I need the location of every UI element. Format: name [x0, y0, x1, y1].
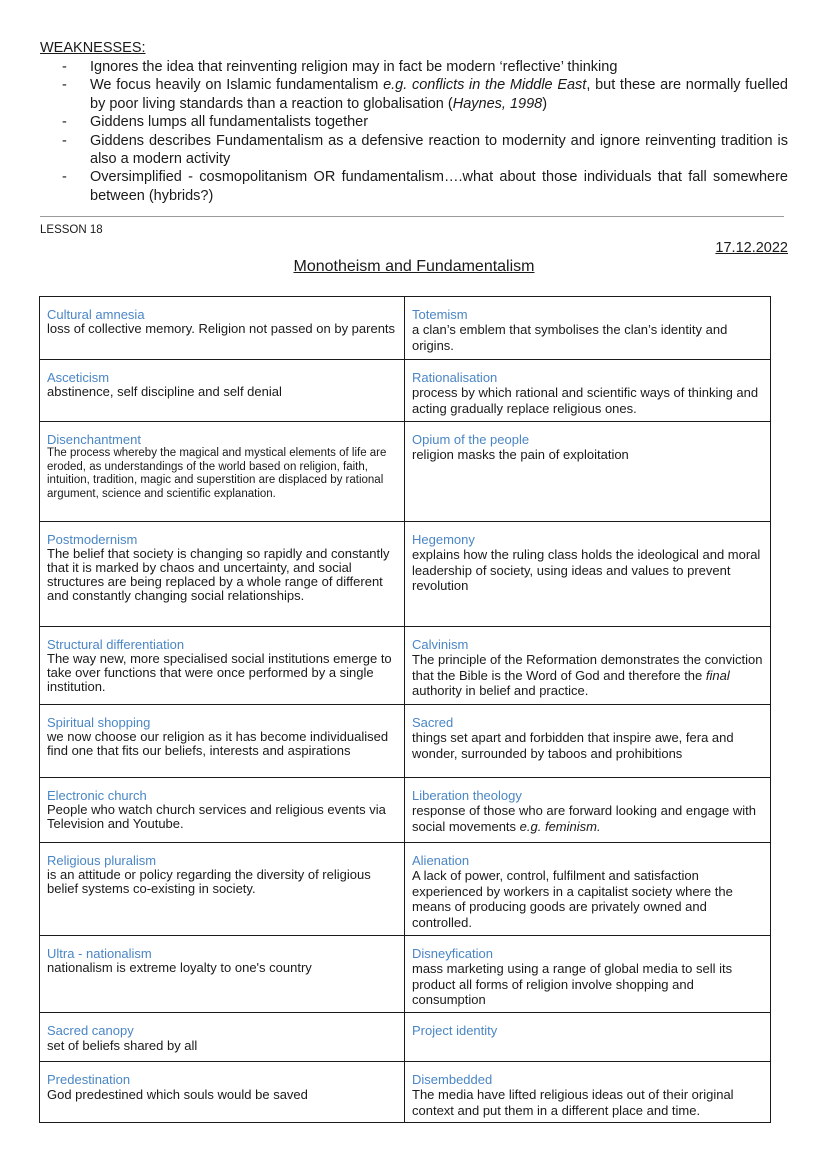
glossary-cell — [405, 778, 771, 843]
glossary-cell — [40, 936, 405, 1013]
term-definition: nationalism is extreme loyalty to one's country — [47, 960, 312, 975]
term-definition: God predestined which souls would be saved — [47, 1087, 308, 1102]
glossary-cell — [405, 705, 771, 778]
term-label: Predestination — [47, 1072, 131, 1087]
term-label: Disenchantment — [47, 432, 141, 447]
weakness-item: - Oversimplified - cosmopolitanism OR fundamentalism….what about those individuals that fall somewhere between (hybrids?) — [62, 168, 788, 205]
glossary-cell — [40, 627, 405, 705]
term-definition: religion masks the pain of exploitation — [412, 447, 629, 462]
weaknesses-list — [62, 58, 788, 205]
glossary-cell — [40, 778, 405, 843]
horizontal-divider — [40, 216, 784, 217]
term-label: Asceticism — [47, 370, 110, 385]
table-row — [40, 297, 771, 360]
table-row — [40, 936, 771, 1013]
glossary-cell — [405, 936, 771, 1013]
glossary-cell — [40, 705, 405, 778]
term-label: Structural differentiation — [47, 637, 185, 652]
table-row — [40, 843, 771, 936]
term-definition: explains how the ruling class holds the ideological and moral leadership of society, using ideas and values to prevent revolution — [412, 547, 761, 593]
term-definition: The principle of the Reformation demonstrates the conviction that the Bible is the Word of God and therefore the final authority in belief and practice. — [412, 652, 763, 698]
term-label: Disneyfication — [412, 946, 493, 961]
term-label: Postmodernism — [47, 532, 138, 547]
glossary-cell — [40, 843, 405, 936]
glossary-cell — [405, 843, 771, 936]
term-definition: response of those who are forward looking and engage with social movements e.g. feminism. — [412, 803, 756, 834]
term-label: Sacred — [412, 715, 454, 730]
term-label: Calvinism — [412, 637, 469, 652]
table-row — [40, 1062, 771, 1123]
glossary-cell — [405, 297, 771, 360]
term-label: Hegemony — [412, 532, 475, 547]
page-title: Monotheism and Fundamentalism — [293, 258, 535, 275]
glossary-cell — [40, 360, 405, 422]
term-label: Cultural amnesia — [47, 307, 145, 322]
table-row — [40, 705, 771, 778]
term-definition: abstinence, self discipline and self denial — [47, 384, 282, 399]
term-definition: The belief that society is changing so rapidly and constantly that it is marked by chaos and uncertainty, and social structures are being replaced by a whole range of different and constantly changing social relationships. — [47, 546, 390, 603]
term-definition: a clan’s emblem that symbolises the clan’s identity and origins. — [412, 322, 728, 353]
term-definition: The process whereby the magical and mystical elements of life are eroded, as understandings of the world based on religion, faith, intuition, tradition, magic and superstition are displaced by rational argument, science and scientific explanation. — [47, 447, 387, 500]
term-label: Totemism — [412, 307, 468, 322]
term-label: Electronic church — [47, 788, 147, 803]
glossary-cell — [405, 627, 771, 705]
term-definition: A lack of power, control, fulfilment and satisfaction experienced by workers in a capitalist society where the means of producing goods are privately owned and controlled. — [412, 868, 733, 930]
weakness-item: - Ignores the idea that reinventing religion may in fact be modern ‘reflective’ thinking — [62, 58, 788, 76]
term-label: Alienation — [412, 853, 470, 868]
glossary-cell — [405, 522, 771, 627]
table-row — [40, 627, 771, 705]
weakness-item: - We focus heavily on Islamic fundamentalism e.g. conflicts in the Middle East, but these are normally fuelled by poor living standards than a reaction to globalisation (Haynes, 1998) — [62, 76, 788, 113]
term-label: Religious pluralism — [47, 853, 157, 868]
term-definition: things set apart and forbidden that inspire awe, fera and wonder, surrounded by taboos and prohibitions — [412, 730, 734, 761]
term-label: Disembedded — [412, 1072, 493, 1087]
term-definition: People who watch church services and religious events via Television and Youtube. — [47, 802, 386, 831]
table-row — [40, 522, 771, 627]
glossary-cell — [405, 1062, 771, 1123]
term-definition: mass marketing using a range of global media to sell its product all forms of religion involve shopping and consumption — [412, 961, 733, 1007]
term-definition: we now choose our religion as it has become individualised find one that fits our beliefs, interests and aspirations — [47, 729, 389, 758]
glossary-cell — [40, 522, 405, 627]
table-row — [40, 778, 771, 843]
glossary-cell — [40, 1062, 405, 1123]
term-label: Rationalisation — [412, 370, 498, 385]
glossary-cell — [405, 422, 771, 522]
term-label: Liberation theology — [412, 788, 522, 803]
lesson-label: LESSON 18 — [40, 224, 103, 236]
term-label: Opium of the people — [412, 432, 530, 447]
term-definition: set of beliefs shared by all — [47, 1038, 198, 1053]
glossary-cell — [405, 1013, 771, 1062]
table-row — [40, 360, 771, 422]
glossary-cell — [40, 1013, 405, 1062]
glossary-cell — [40, 297, 405, 360]
term-label: Spiritual shopping — [47, 715, 151, 730]
glossary-cell — [40, 422, 405, 522]
term-label: Ultra - nationalism — [47, 946, 152, 961]
lesson-date: 17.12.2022 — [715, 240, 788, 256]
term-definition: process by which rational and scientific ways of thinking and acting gradually replace religious ones. — [412, 385, 759, 416]
term-label: Sacred canopy — [47, 1023, 134, 1038]
weakness-item: - Giddens lumps all fundamentalists together — [62, 113, 788, 131]
term-definition: The media have lifted religious ideas out of their original context and put them in a different place and time. — [412, 1087, 734, 1118]
weaknesses-heading: WEAKNESSES: — [40, 40, 146, 56]
term-definition: is an attitude or policy regarding the diversity of religious belief systems co-existing in society. — [47, 867, 371, 896]
term-label: Project identity — [412, 1023, 498, 1038]
term-definition: loss of collective memory. Religion not passed on by parents — [47, 321, 396, 336]
glossary-cell — [405, 360, 771, 422]
table-row — [40, 422, 771, 522]
weakness-item: - Giddens describes Fundamentalism as a defensive reaction to modernity and ignore reinventing tradition is also a modern activity — [62, 132, 788, 169]
table-row — [40, 1013, 771, 1062]
glossary-table — [39, 296, 771, 1123]
term-definition: The way new, more specialised social institutions emerge to take over functions that were once performed by a single institution. — [47, 651, 392, 694]
